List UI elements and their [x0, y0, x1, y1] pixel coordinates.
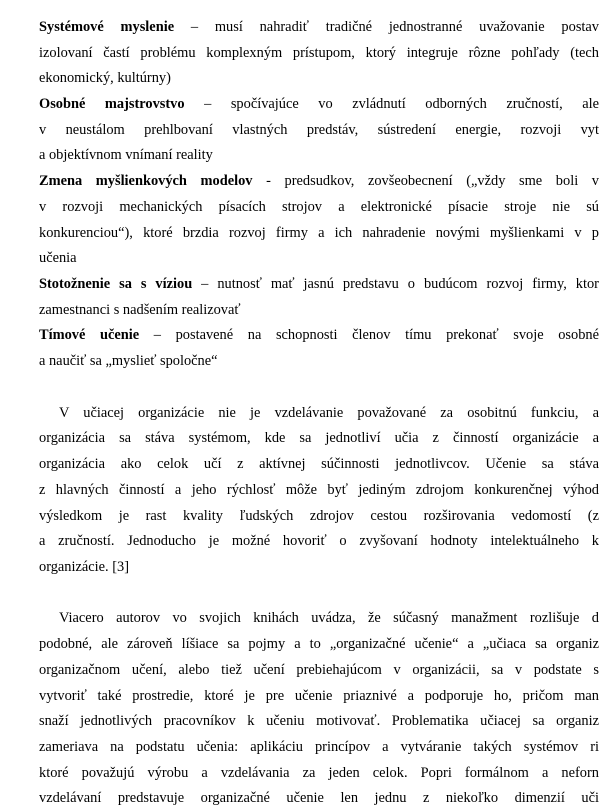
text-line: v neustálom prehlbovaní vlastných predstáv, sústredení energie, rozvoji vyt	[39, 122, 599, 138]
text-line: organizácia sa stáva systémom, kde sa jednotliví učia z činností organizácie a	[39, 430, 599, 446]
text-line: z hlavných činností a jeho rýchlosť môže byť jediným zdrojom konkurenčnej výhod	[39, 482, 599, 498]
text-line: organizácie. [3]	[39, 559, 130, 575]
text-line: ekonomický, kultúrny)	[39, 70, 171, 86]
definition-text: - predsudkov, zovšeobecnení („vždy sme boli v	[252, 173, 599, 189]
definition-team-learning	[39, 325, 599, 345]
text-line: učenia	[39, 250, 77, 266]
text-line: a objektívnom vnímaní reality	[39, 147, 213, 163]
text-line: a zručností. Jednoducho je možné hovoriť o zvyšovaní hodnoty intelektuálneho k	[39, 533, 599, 549]
definition-personal-mastery	[39, 94, 599, 114]
definition-systems-thinking	[39, 17, 599, 37]
text-line: vytvoriť také prostredie, ktoré je pre učenie priaznivé a podporuje ho, pričom man	[39, 688, 599, 704]
definition-term: Tímové učenie	[39, 327, 140, 343]
text-line: snaží jednotlivých pracovníkov k učeniu motivovať. Problematika učiacej sa organiz	[39, 713, 599, 729]
definition-term: Osobné majstrovstvo	[39, 96, 185, 112]
definition-term: Stotožnenie sa s víziou	[39, 276, 193, 292]
paragraph-first-line: Viacero autorov vo svojich knihách uvádza, že súčasný manažment rozlišuje d	[59, 610, 599, 626]
text-line: podobné, ale zároveň líšiace sa pojmy a to „organizačné učenie“ a „učiaca sa organiz	[39, 636, 599, 652]
text-line: výsledkom je rast kvality ľudských zdrojov cestou rozširovania vedomostí (z	[39, 508, 599, 524]
text-line: organizačnom učení, alebo tiež učení prebiehajúcom v organizácii, sa v podstate s	[39, 662, 599, 678]
definition-shared-vision	[39, 274, 599, 294]
definition-term: Zmena myšlienkových modelov	[39, 173, 253, 189]
text-line: konkurenciou“), ktoré brzdia rozvoj firmy a ich nahradenie novými myšlienkami v p	[39, 225, 599, 241]
text-line: a naučiť sa „myslieť spoločne“	[39, 353, 218, 369]
text-line: v rozvoji mechanických písacích strojov a elektronické písacie stroje nie sú	[39, 199, 599, 215]
definition-text: – spočívajúce vo zvládnutí odborných zručností, ale	[184, 96, 599, 112]
text-line: izolovaní častí problému komplexným prístupom, ktorý integruje rôzne pohľady (tech	[39, 45, 599, 61]
text-line: organizácia ako celok učí z aktívnej súčinnosti jednotlivcov. Učenie sa stáva	[39, 456, 599, 472]
definition-text: – musí nahradiť tradičné jednostranné uvažovanie postav	[174, 19, 599, 35]
definition-term: Systémové myslenie	[39, 19, 175, 35]
text-line: ktoré považujú výrobu a vzdelávania za jeden celok. Popri formálnom a neforn	[39, 765, 599, 781]
definition-text: – postavené na schopnosti členov tímu prekonať svoje osobné	[139, 327, 599, 343]
text-line: vzdelávaní predstavuje organizačné učenie len jednu z niekoľko dimenzií uči	[39, 790, 599, 806]
definition-text: – nutnosť mať jasnú predstavu o budúcom rozvoj firmy, ktor	[192, 276, 599, 292]
paragraph-first-line: V učiacej organizácie nie je vzdelávanie považované za osobitnú funkciu, a	[59, 405, 599, 421]
definition-mental-models	[39, 171, 599, 191]
text-line: zamestnanci s nadšením realizovať	[39, 302, 241, 318]
text-line: zameriava na podstatu učenia: aplikáciu princípov a vytváranie takých systémov ri	[39, 739, 599, 755]
